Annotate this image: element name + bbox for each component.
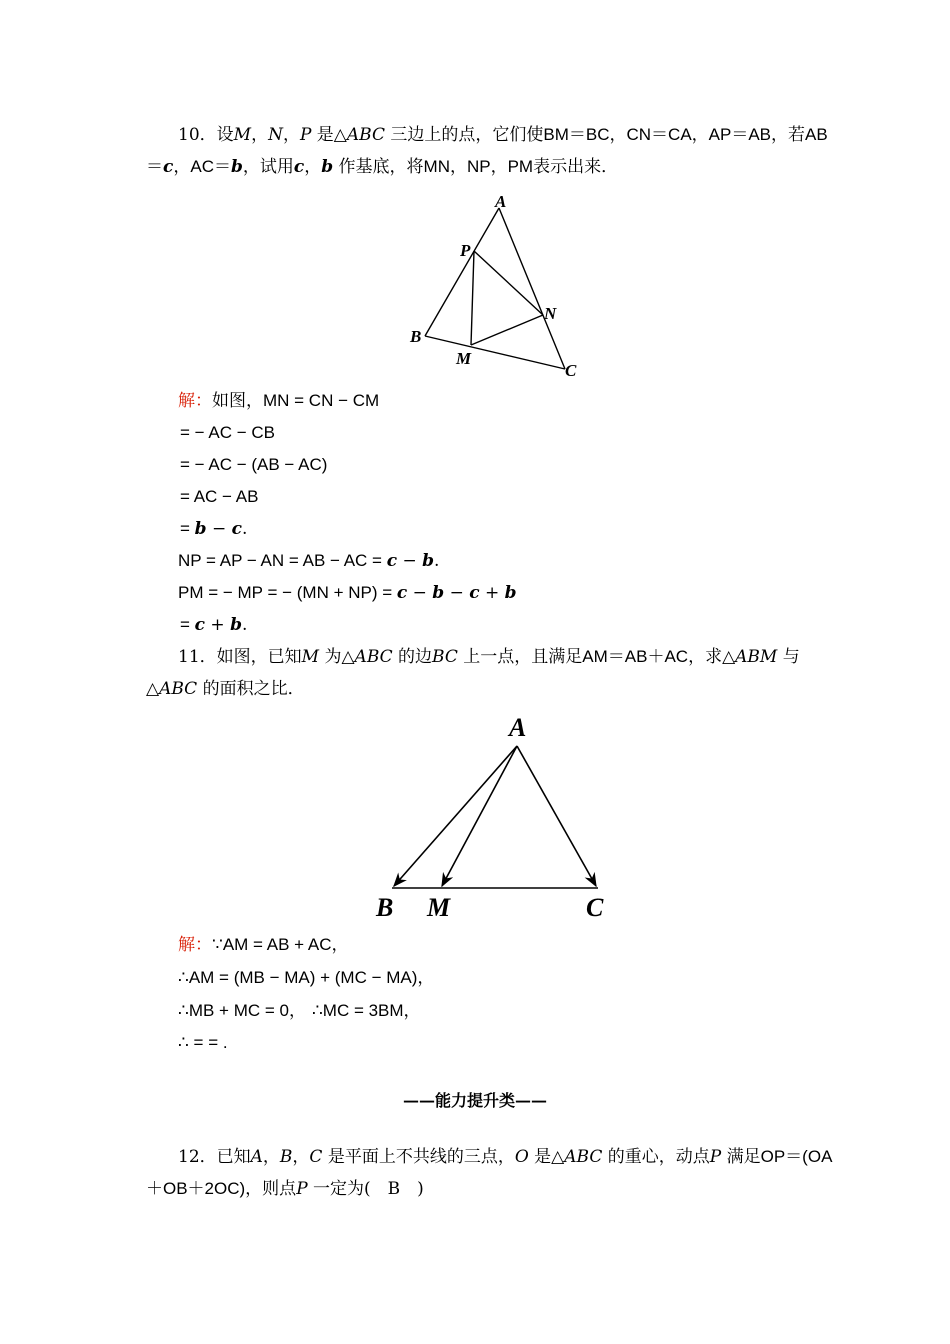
var-b: B [279, 1147, 293, 1167]
sol10-line8 [180, 614, 247, 636]
triangle-figure-10 [400, 188, 600, 392]
var-p: P [709, 1147, 722, 1167]
triangle-symbol: △ [146, 679, 160, 699]
sol10-equation: PM = − MP = − (MN + NP) = [178, 583, 397, 602]
q11-text: 的面积之比． [197, 679, 305, 699]
q12-condition: OP＝(OA [760, 1147, 833, 1166]
sol10-line5 [180, 518, 247, 540]
minus: − [407, 583, 433, 603]
q10-text: ，试用 [242, 157, 294, 177]
comma: ， [292, 1147, 310, 1167]
sol11-equation: ∴MC = 3BM， [311, 1001, 421, 1020]
vec-b: b [432, 583, 445, 603]
sol11-equation: ∴MB + MC = 0， [178, 1001, 306, 1020]
vec-b: b [230, 157, 243, 177]
sol11-line3 [178, 1000, 421, 1022]
label-b: B [410, 327, 422, 346]
vec-b: b [321, 157, 334, 177]
comma: ， [251, 125, 269, 145]
segment-bc [425, 336, 565, 369]
label-m: M [456, 349, 472, 368]
var-bc: BC [432, 647, 458, 667]
q10-conditions: BM＝BC，CN＝CA，AP＝AB，若AB [543, 125, 828, 144]
q12-text: 满足 [721, 1147, 761, 1167]
var-o: O [514, 1147, 529, 1167]
period: . [241, 519, 248, 539]
sol10-line7 [178, 582, 517, 604]
sol10-line4: = AC − AB [180, 487, 259, 506]
q10-text: ＝ [146, 157, 163, 176]
var-c: C [309, 1147, 323, 1167]
q12-line2 [146, 1178, 424, 1200]
segment-pn [474, 251, 543, 315]
equals: = [180, 615, 195, 634]
sol11-line1 [178, 934, 348, 956]
q10-text: 作基底，将 [333, 157, 424, 177]
vec-c: c [469, 583, 480, 603]
vec-c: c [293, 157, 305, 177]
label-c: C [586, 893, 604, 922]
q11-text: 的边 [392, 647, 433, 667]
vec-c: c [231, 519, 242, 539]
label-n: N [544, 304, 557, 323]
q11-text: 为△ [319, 647, 355, 667]
vector-ab [394, 746, 517, 886]
q12-answer: 一定为( B ) [307, 1179, 424, 1199]
q11-text: 上一点，且满足 [457, 647, 583, 667]
var-m: M [301, 647, 320, 667]
solution-label: 解： [178, 391, 212, 411]
minus: − [444, 583, 470, 603]
q10-text: 是△ [311, 125, 347, 145]
vec-b: b [422, 551, 435, 571]
solution-label: 解： [178, 935, 212, 955]
vec-b: b [230, 615, 242, 635]
comma: ， [262, 1147, 280, 1167]
sol11-equation: ∵AM = AB + AC， [212, 935, 349, 954]
equals: = [180, 519, 195, 538]
q10-text: 三边上的点，它们使 [384, 125, 544, 145]
period: . [241, 615, 248, 635]
q10-line1 [178, 124, 828, 146]
vec-b: b [194, 519, 207, 539]
q12-text: 的重心，动点 [602, 1147, 710, 1167]
label-a: A [509, 713, 527, 742]
q11-condition: AM＝AB＋AC [582, 647, 689, 666]
vec-c: c [396, 583, 408, 603]
sol10-text: 如图， [212, 391, 263, 411]
var-abm: ABM [735, 647, 778, 667]
q12-text: 12．已知 [178, 1147, 251, 1167]
sol10-equation: NP = AP − AN = AB − AC = [178, 551, 387, 570]
segment-pm [471, 251, 474, 345]
label-a: A [495, 192, 507, 211]
q12-text: 是平面上不共线的三点， [322, 1147, 515, 1167]
vec-c: c [194, 615, 206, 635]
segment-mn [471, 315, 543, 345]
label-m: M [427, 893, 451, 922]
q11-text: 11．如图，已知 [178, 647, 302, 667]
vec-c: c [386, 551, 398, 571]
var-m: M [233, 125, 252, 145]
triangle-figure-11 [370, 708, 630, 932]
comma: ， [282, 125, 300, 145]
q10-line2 [146, 156, 618, 178]
q10-targets: MN，NP，PM表示出来． [423, 157, 619, 176]
var-abc: ABC [564, 1147, 603, 1167]
plus: + [205, 615, 231, 635]
segment-ab [425, 208, 499, 336]
vec-b: b [504, 583, 517, 603]
minus: − [397, 551, 423, 571]
label-p: P [460, 241, 471, 260]
period: . [434, 551, 440, 571]
vec-c: c [163, 157, 174, 177]
sol10-line3: = − AC − (AB − AC) [180, 455, 328, 474]
segment-ac [499, 208, 565, 369]
q11-line2 [146, 678, 305, 700]
var-a: A [250, 1147, 263, 1167]
sol10-line1 [178, 390, 379, 412]
q11-text: ，求△ [688, 647, 736, 667]
q11-line1 [178, 646, 800, 668]
section-title: ——能力提升类—— [402, 1091, 547, 1110]
comma: ， [304, 157, 322, 177]
sol10-equation: MN = CN − CM [263, 391, 380, 410]
q10-text: ，AC＝ [173, 157, 231, 176]
sol11-line2: ∴AM = (MB − MA) + (MC − MA)， [178, 968, 435, 987]
plus: + [479, 583, 505, 603]
var-n: N [268, 125, 283, 145]
var-p: P [296, 1179, 308, 1199]
sol11-line4: ∴ = = . [178, 1033, 228, 1052]
sol10-line6 [178, 550, 439, 572]
q12-condition: ＋OB＋2OC)，则点 [146, 1179, 297, 1198]
sol10-line2: = − AC − CB [180, 423, 275, 442]
q11-text: 与 [777, 647, 800, 667]
q12-line1 [178, 1146, 832, 1168]
vector-ac [517, 746, 596, 886]
var-abc: ABC [159, 679, 198, 699]
label-b: B [376, 893, 394, 922]
q12-text: 是△ [528, 1147, 565, 1167]
minus: − [206, 519, 232, 539]
label-c: C [565, 361, 577, 380]
var-p: P [299, 125, 312, 145]
q10-number: 10．设 [178, 125, 234, 145]
vector-am [442, 746, 517, 886]
var-abc: ABC [354, 647, 393, 667]
var-abc: ABC [346, 125, 385, 145]
